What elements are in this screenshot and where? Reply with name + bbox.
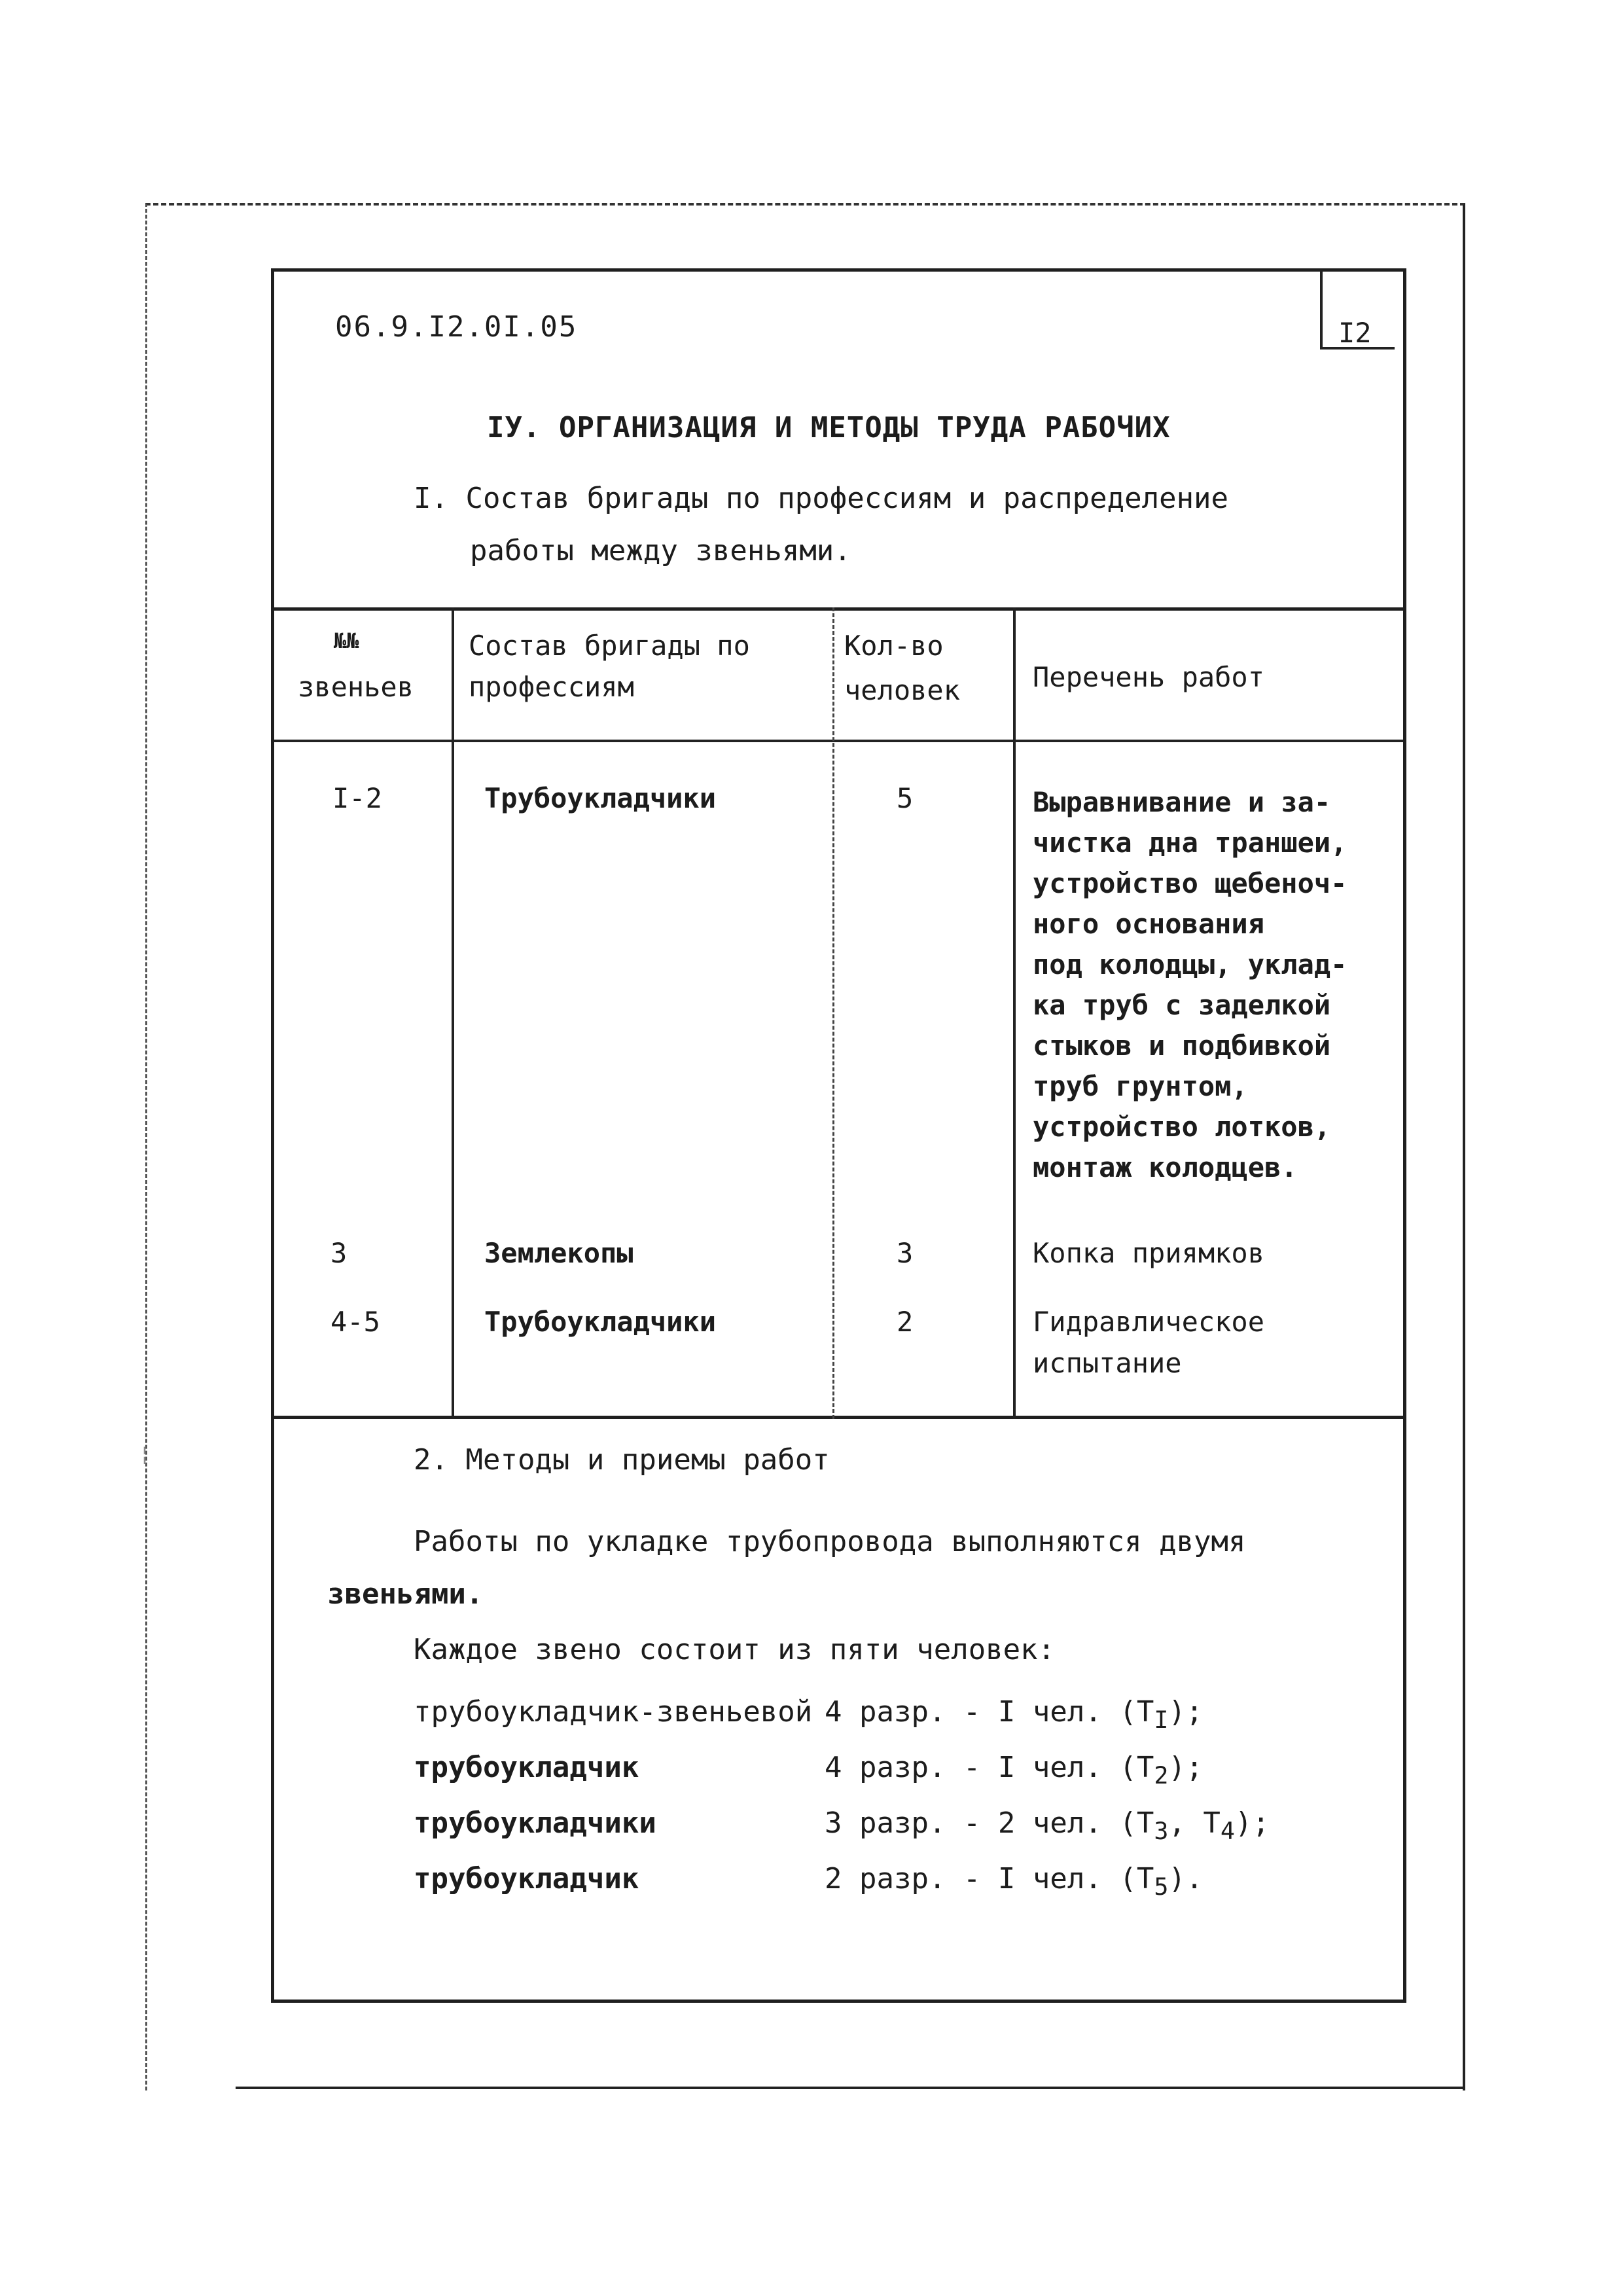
row3-unit: 4-5 <box>330 1306 380 1338</box>
header-count-line-2: человек <box>844 674 961 706</box>
row1-count: 5 <box>897 782 914 814</box>
document-code: 06.9.I2.0I.05 <box>335 310 578 344</box>
work-item: труб грунтом, <box>1033 1070 1248 1102</box>
subsection-title-line-1: I. Состав бригады по профессиям и распределение <box>414 482 1229 515</box>
outer-frame-bottom-line <box>236 2087 1463 2089</box>
row2-work: Копка приямков <box>1033 1237 1265 1269</box>
crew-detail-1: 4 разр. - I чел. $(T_I)$; <box>825 1695 1204 1734</box>
crew-role-1: трубоукладчик-звеньевой <box>414 1695 813 1729</box>
work-item: чистка дна траншеи, <box>1033 827 1347 859</box>
header-brigade-line-1: Состав бригады по <box>469 630 750 662</box>
table-header-divider <box>274 740 1403 742</box>
crew-intro: Каждое звено состоит из пяти человек: <box>414 1633 1056 1666</box>
methods-paragraph-line-1: Работы по укладке трубопровода выполняются двумя <box>414 1525 1246 1558</box>
header-count-line-1: Кол-во <box>844 630 944 662</box>
header-brigade-line-2: профессиям <box>469 671 634 703</box>
table-column-divider-3 <box>1013 607 1016 1419</box>
edge-mark: ¦ <box>139 1443 151 1466</box>
crew-detail-4: 2 разр. - I чел. $(T_5)$. <box>825 1862 1204 1901</box>
row2-count: 3 <box>897 1237 914 1269</box>
table-column-divider-2 <box>832 607 834 1419</box>
subsection-title-line-2: работы между звеньями. <box>470 534 851 567</box>
work-item: стыков и подбивкой <box>1033 1030 1331 1062</box>
row1-work-list <box>1033 782 1347 1188</box>
section-title: IУ. ОРГАНИЗАЦИЯ И МЕТОДЫ ТРУДА РАБОЧИХ <box>487 411 1171 444</box>
row2-unit: 3 <box>330 1237 348 1269</box>
crew-role-3: трубоукладчики <box>414 1806 656 1840</box>
crew-detail-2: 4 разр. - I чел. $(T_2)$; <box>825 1751 1204 1789</box>
row3-work-line-1: Гидравлическое <box>1033 1306 1265 1338</box>
row2-profession: Землекопы <box>484 1237 633 1269</box>
crew-role-4: трубоукладчик <box>414 1862 639 1895</box>
crew-detail-3: 3 разр. - 2 чел. ($T_3$, $T_4$); <box>825 1806 1270 1845</box>
table-column-divider-1 <box>452 607 454 1419</box>
row1-unit: I-2 <box>332 782 382 814</box>
work-item: ного основания <box>1033 908 1265 940</box>
crew-role-2: трубоукладчик <box>414 1751 639 1784</box>
work-item: монтаж колодцев. <box>1033 1151 1298 1183</box>
page-number: I2 <box>1338 317 1372 349</box>
header-unit-number-sign: №№ <box>334 628 359 653</box>
row3-profession: Трубоукладчики <box>484 1306 717 1338</box>
row1-profession: Трубоукладчики <box>484 782 717 814</box>
work-item: ка труб с заделкой <box>1033 989 1331 1021</box>
methods-paragraph-line-2: звеньями. <box>327 1577 484 1611</box>
work-item: устройство щебеноч- <box>1033 867 1347 899</box>
work-item: устройство лотков, <box>1033 1111 1331 1143</box>
work-item: Выравнивание и за- <box>1033 786 1331 818</box>
header-units: звеньев <box>298 671 414 703</box>
header-work-list: Перечень работ <box>1033 661 1265 693</box>
row3-count: 2 <box>897 1306 914 1338</box>
row3-work-line-2: испытание <box>1033 1347 1182 1379</box>
methods-heading: 2. Методы и приемы работ <box>414 1443 830 1477</box>
work-item: под колодцы, уклад- <box>1033 948 1347 980</box>
